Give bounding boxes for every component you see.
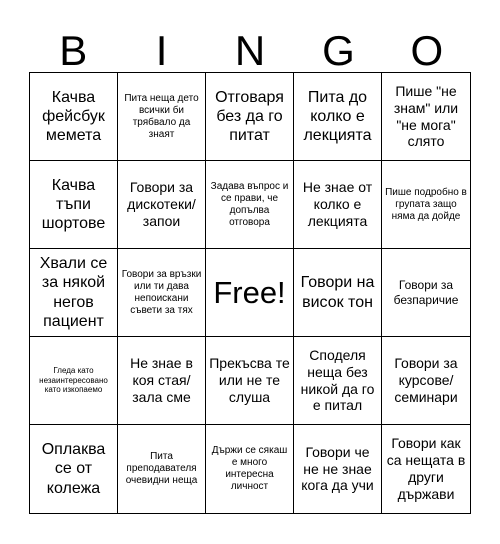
header-letter-i: I	[155, 27, 168, 74]
bingo-cell[interactable]: Пита преподавателя очевидни неща	[118, 425, 206, 513]
bingo-cell[interactable]: Пита до колко е лекцията	[294, 73, 382, 161]
bingo-cell[interactable]: Прекъсва те или не те слуша	[206, 337, 294, 425]
bingo-cell[interactable]: Говори за курсове/ семинари	[382, 337, 470, 425]
free-cell[interactable]: Free!	[206, 249, 294, 337]
bingo-header	[29, 27, 471, 74]
bingo-cell[interactable]: Оплаква се от колежа	[30, 425, 118, 513]
bingo-cell[interactable]: Гледа като незаинтересовано като изкопаемо	[30, 337, 118, 425]
header-letter-g: G	[322, 27, 355, 74]
bingo-cell[interactable]: Говори че не не знае кога да учи	[294, 425, 382, 513]
bingo-cell[interactable]: Говори за безпаричие	[382, 249, 470, 337]
bingo-cell[interactable]: Говори на висок тон	[294, 249, 382, 337]
bingo-cell[interactable]: Не знае в коя стая/ зала сме	[118, 337, 206, 425]
bingo-cell[interactable]: Говори как са нещата в други държави	[386, 435, 466, 502]
bingo-cell[interactable]: Пише подробно в групата защо няма да дойде	[382, 161, 470, 249]
bingo-cell[interactable]: Пита неща дето всички би трябвало да знаят	[118, 73, 206, 161]
bingo-cell[interactable]: Говори за дискотеки/ запои	[118, 161, 206, 249]
bingo-cell[interactable]: Качва тъпи шортове	[30, 161, 118, 249]
bingo-cell[interactable]: Държи се сякаш е много интересна личност	[206, 425, 294, 513]
header-letter-o: O	[410, 27, 444, 74]
bingo-grid	[29, 72, 471, 514]
bingo-cell[interactable]: Задава въпрос и се прави, че допълва отговора	[206, 161, 294, 249]
header-letter-n: N	[234, 27, 266, 74]
bingo-cell[interactable]: Отговаря без да го питат	[206, 73, 294, 161]
bingo-cell[interactable]: Говори за връзки или ти дава непоискани съвети за тях	[118, 249, 206, 337]
header-letter-b: B	[59, 27, 88, 74]
bingo-cell[interactable]: Хвали се за някой негов пациент	[30, 249, 118, 337]
bingo-cell[interactable]: Качва фейсбук мемета	[30, 73, 118, 161]
bingo-cell[interactable]: Не знае от колко е лекцията	[294, 161, 382, 249]
bingo-cell[interactable]: Споделя неща без никой да го е питал	[294, 337, 382, 425]
bingo-cell[interactable]: Пише "не знам" или "не мога" слято	[382, 73, 470, 161]
